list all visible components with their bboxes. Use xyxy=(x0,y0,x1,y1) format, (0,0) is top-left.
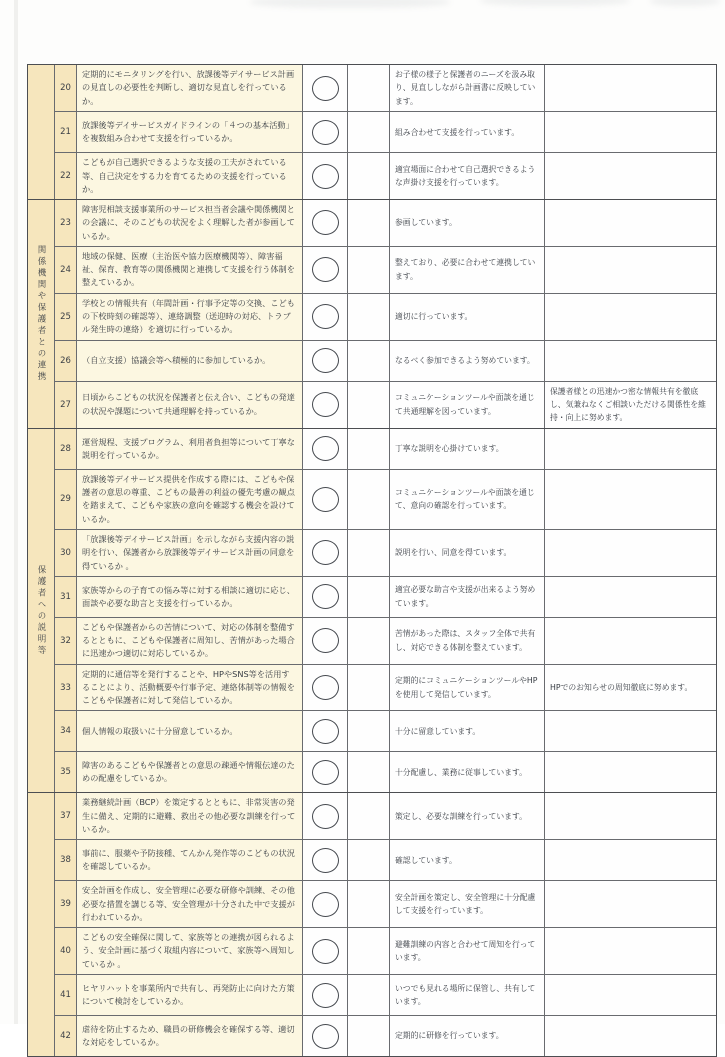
answer-text: 苦情があった際は、スタッフ全体で共有し、対応できる体制を整えています。 xyxy=(390,618,545,664)
note-text xyxy=(545,341,716,381)
table-row xyxy=(55,975,716,1016)
answer-text: なるべく参加できるよう努めています。 xyxy=(390,341,545,381)
question-text: 地域の保健、医療（主治医や協力医療機関等）、障害福祉、保育、教育等の関係機関と連携して支援を行う体制を整えているか。 xyxy=(77,247,303,293)
empty-cell xyxy=(348,65,390,111)
note-text xyxy=(545,577,716,617)
row-number: 34 xyxy=(55,711,77,751)
answer-text: 適切に行っています。 xyxy=(390,294,545,340)
question-text: 業務継続計画（BCP）を策定するとともに、非常災害の発生に備え、定期的に避難、救出その他必要な訓練を行っているか。 xyxy=(77,793,303,839)
empty-cell xyxy=(348,294,390,340)
circle-mark-icon xyxy=(312,628,339,653)
row-number: 42 xyxy=(55,1016,77,1056)
note-text xyxy=(545,711,716,751)
question-text: 日頃からこどもの状況を保護者と伝え合い、こどもの発達の状況や課題について共通理解を持っているか。 xyxy=(77,382,303,428)
question-text: こどもや保護者からの苦情について、対応の体制を整備するとともに、こどもや保護者に周知し、苦情があった場合に迅速かつ適切に対応しているか。 xyxy=(77,618,303,664)
circle-mark-icon xyxy=(312,1024,339,1049)
answer-text: 避難訓練の内容と合わせて周知を行っています。 xyxy=(390,928,545,974)
empty-cell xyxy=(348,153,390,199)
question-text: こどもの安全確保に関して、家族等との連携が図られるよう、安全計画に基づく取組内容について、家族等へ周知しているか 。 xyxy=(77,928,303,974)
evaluation-mark-cell xyxy=(303,112,348,152)
category-group xyxy=(28,429,716,794)
question-text: 家族等からの子育ての悩み等に対する相談に適切に応じ、面談や必要な助言と支援を行っているか。 xyxy=(77,577,303,617)
note-text xyxy=(545,840,716,880)
table-row xyxy=(55,752,716,792)
note-text xyxy=(545,752,716,792)
row-number: 39 xyxy=(55,881,77,927)
circle-mark-icon xyxy=(312,892,339,917)
evaluation-mark-cell xyxy=(303,711,348,751)
table-row xyxy=(55,840,716,881)
answer-text: 十分配慮し、業務に従事しています。 xyxy=(390,752,545,792)
answer-text: 組み合わせて支援を行っています。 xyxy=(390,112,545,152)
empty-cell xyxy=(348,382,390,428)
empty-cell xyxy=(348,975,390,1015)
table-row xyxy=(55,294,716,341)
table-row xyxy=(55,577,716,618)
row-number: 30 xyxy=(55,530,77,576)
question-text: こどもが自己選択できるような支援の工夫がされている等、自己決定をする力を育てるための支援を行っているか。 xyxy=(77,153,303,199)
answer-text: いつでも見れる場所に保管し、共有しています。 xyxy=(390,975,545,1015)
row-number: 28 xyxy=(55,429,77,469)
circle-mark-icon xyxy=(312,540,339,565)
empty-cell xyxy=(348,1016,390,1056)
self-evaluation-table xyxy=(27,64,717,1057)
question-text: 虐待を防止するため、職員の研修機会を確保する等、適切な対応をしているか。 xyxy=(77,1016,303,1056)
question-text: 定期的にモニタリングを行い、放課後等デイサービス計画の見直しの必要性を判断し、適切な見直しを行っているか。 xyxy=(77,65,303,111)
row-number: 41 xyxy=(55,975,77,1015)
table-row xyxy=(55,881,716,928)
evaluation-mark-cell xyxy=(303,530,348,576)
row-number: 21 xyxy=(55,112,77,152)
category-group xyxy=(28,793,716,1056)
empty-cell xyxy=(348,577,390,617)
circle-mark-icon xyxy=(312,675,339,700)
circle-mark-icon xyxy=(312,804,339,829)
row-number: 23 xyxy=(55,200,77,246)
row-number: 31 xyxy=(55,577,77,617)
row-number: 38 xyxy=(55,840,77,880)
group-rows xyxy=(55,429,716,793)
row-number: 35 xyxy=(55,752,77,792)
answer-text: 丁寧な説明を心掛けています。 xyxy=(390,429,545,469)
table-row xyxy=(55,928,716,975)
empty-cell xyxy=(348,618,390,664)
table-row xyxy=(55,247,716,294)
group-rows xyxy=(55,793,716,1056)
note-text xyxy=(545,1016,716,1056)
empty-cell xyxy=(348,470,390,529)
evaluation-mark-cell xyxy=(303,382,348,428)
note-text xyxy=(545,200,716,246)
row-number: 32 xyxy=(55,618,77,664)
circle-mark-icon xyxy=(312,76,339,101)
scan-artifact xyxy=(480,0,630,6)
table-row xyxy=(55,793,716,840)
category-label: 保護者への説明等 xyxy=(28,429,55,793)
circle-mark-icon xyxy=(312,487,339,512)
question-text: 定期的に通信等を発行することや、HPやSNS等を活用することにより、活動概要や行事予定、連絡体制等の情報をこどもや保護者に対して発信しているか。 xyxy=(77,665,303,711)
category-label: 関係機関や保護者との連携 xyxy=(28,200,55,428)
circle-mark-icon xyxy=(312,304,339,329)
question-text: 放課後等デイサービスガイドラインの「４つの基本活動」を複数組み合わせて支援を行っているか。 xyxy=(77,112,303,152)
evaluation-mark-cell xyxy=(303,928,348,974)
row-number: 22 xyxy=(55,153,77,199)
table-row xyxy=(55,530,716,577)
circle-mark-icon xyxy=(312,983,339,1008)
circle-mark-icon xyxy=(312,760,339,785)
row-number: 24 xyxy=(55,247,77,293)
table-row xyxy=(55,65,716,112)
row-number: 20 xyxy=(55,65,77,111)
evaluation-mark-cell xyxy=(303,975,348,1015)
row-number: 29 xyxy=(55,470,77,529)
table-row xyxy=(55,1016,716,1056)
category-group xyxy=(28,200,716,429)
evaluation-mark-cell xyxy=(303,200,348,246)
note-text: 保護者様との迅速かつ密な情報共有を徹底し、気兼ねなくご相談いただける関係性を維持・向上に努めます。 xyxy=(545,382,716,428)
circle-mark-icon xyxy=(312,348,339,373)
note-text xyxy=(545,65,716,111)
circle-mark-icon xyxy=(312,848,339,873)
answer-text: 策定し、必要な訓練を行っています。 xyxy=(390,793,545,839)
note-text xyxy=(545,975,716,1015)
empty-cell xyxy=(348,247,390,293)
table-row xyxy=(55,711,716,752)
row-number: 37 xyxy=(55,793,77,839)
empty-cell xyxy=(348,881,390,927)
note-text xyxy=(545,247,716,293)
question-text: 運営規程、支援プログラム、利用者負担等について丁寧な説明を行っているか。 xyxy=(77,429,303,469)
question-text: 学校との情報共有（年間計画・行事予定等の交換、こどもの下校時刻の確認等）、連絡調整（送迎時の対応、トラブル発生時の連絡）を適切に行っているか。 xyxy=(77,294,303,340)
empty-cell xyxy=(348,665,390,711)
category-label xyxy=(28,793,55,1056)
circle-mark-icon xyxy=(312,436,339,461)
evaluation-mark-cell xyxy=(303,793,348,839)
row-number: 33 xyxy=(55,665,77,711)
note-text xyxy=(545,618,716,664)
question-text: 障害児相談支援事業所のサービス担当者会議や関係機関との会議に、そのこどもの状況をよく理解した者が参画しているか。 xyxy=(77,200,303,246)
circle-mark-icon xyxy=(312,392,339,417)
row-number: 40 xyxy=(55,928,77,974)
answer-text: 適宜場面に合わせて自己選択できるような声掛け支援を行っています。 xyxy=(390,153,545,199)
question-text: 放課後等デイサービス提供を作成する際には、こどもや保護者の意思の尊重、こどもの最善の利益の優先考慮の観点を踏まえて、こどもや家族の意向を確認する機会を設けているか。 xyxy=(77,470,303,529)
answer-text: 十分に留意しています。 xyxy=(390,711,545,751)
row-number: 27 xyxy=(55,382,77,428)
note-text xyxy=(545,112,716,152)
note-text xyxy=(545,294,716,340)
circle-mark-icon xyxy=(312,257,339,282)
category-group xyxy=(28,65,716,200)
table-row xyxy=(55,470,716,530)
row-number: 26 xyxy=(55,341,77,381)
evaluation-mark-cell xyxy=(303,247,348,293)
note-text: HPでのお知らせの周知徹底に努めます。 xyxy=(545,665,716,711)
evaluation-mark-cell xyxy=(303,881,348,927)
question-text: ヒヤリハットを事業所内で共有し、再発防止に向けた方策について検討をしているか。 xyxy=(77,975,303,1015)
group-rows xyxy=(55,65,716,199)
empty-cell xyxy=(348,711,390,751)
evaluation-mark-cell xyxy=(303,840,348,880)
evaluation-mark-cell xyxy=(303,429,348,469)
circle-mark-icon xyxy=(312,164,339,189)
note-text xyxy=(545,153,716,199)
answer-text: 定期的に研修を行っています。 xyxy=(390,1016,545,1056)
scan-artifact xyxy=(250,0,450,8)
note-text xyxy=(545,429,716,469)
circle-mark-icon xyxy=(312,939,339,964)
scan-artifact xyxy=(650,0,720,6)
circle-mark-icon xyxy=(312,210,339,235)
empty-cell xyxy=(348,793,390,839)
evaluation-mark-cell xyxy=(303,341,348,381)
answer-text: 整えており、必要に合わせて連携しています。 xyxy=(390,247,545,293)
note-text xyxy=(545,928,716,974)
evaluation-mark-cell xyxy=(303,294,348,340)
question-text: 個人情報の取扱いに十分留意しているか。 xyxy=(77,711,303,751)
answer-text: お子様の様子と保護者のニーズを汲み取り、見直ししながら計画書に反映しています。 xyxy=(390,65,545,111)
empty-cell xyxy=(348,112,390,152)
empty-cell xyxy=(348,840,390,880)
category-label xyxy=(28,65,55,199)
answer-text: 適宜必要な助言や支援が出来るよう努めています。 xyxy=(390,577,545,617)
circle-mark-icon xyxy=(312,120,339,145)
empty-cell xyxy=(348,200,390,246)
evaluation-mark-cell xyxy=(303,470,348,529)
question-text: 安全計画を作成し、安全管理に必要な研修や訓練、その他必要な措置を講じる等、安全管理が十分された中で支援が行われているか。 xyxy=(77,881,303,927)
empty-cell xyxy=(348,429,390,469)
answer-text: コミュニケーションツールや面談を通じて共通理解を図っています。 xyxy=(390,382,545,428)
circle-mark-icon xyxy=(312,719,339,744)
note-text xyxy=(545,793,716,839)
evaluation-mark-cell xyxy=(303,752,348,792)
table-row xyxy=(55,341,716,382)
circle-mark-icon xyxy=(312,584,339,609)
evaluation-mark-cell xyxy=(303,577,348,617)
evaluation-mark-cell xyxy=(303,153,348,199)
table-row xyxy=(55,200,716,247)
answer-text: 安全計画を策定し、安全管理に十分配慮して支援を行っています。 xyxy=(390,881,545,927)
evaluation-mark-cell xyxy=(303,65,348,111)
empty-cell xyxy=(348,530,390,576)
scan-artifact xyxy=(14,0,18,1024)
answer-text: 定期的にコミュニケーションツールやHPを使用して発信しています。 xyxy=(390,665,545,711)
note-text xyxy=(545,470,716,529)
note-text xyxy=(545,881,716,927)
question-text: 障害のあるこどもや保護者との意思の疎通や情報伝達のための配慮をしているか。 xyxy=(77,752,303,792)
note-text xyxy=(545,530,716,576)
table-row xyxy=(55,665,716,712)
answer-text: 確認しています。 xyxy=(390,840,545,880)
answer-text: 説明を行い、同意を得ています。 xyxy=(390,530,545,576)
table-row xyxy=(55,618,716,665)
group-rows xyxy=(55,200,716,428)
evaluation-mark-cell xyxy=(303,665,348,711)
row-number: 25 xyxy=(55,294,77,340)
empty-cell xyxy=(348,752,390,792)
question-text: 「放課後等デイサービス計画」を示しながら支援内容の説明を行い、保護者から放課後等デイサービス計画の同意を得ているか 。 xyxy=(77,530,303,576)
table-row xyxy=(55,112,716,153)
table-row xyxy=(55,382,716,428)
answer-text: 参画しています。 xyxy=(390,200,545,246)
empty-cell xyxy=(348,341,390,381)
empty-cell xyxy=(348,928,390,974)
table-row xyxy=(55,429,716,470)
question-text: （自立支援）協議会等へ積極的に参加しているか。 xyxy=(77,341,303,381)
evaluation-mark-cell xyxy=(303,618,348,664)
answer-text: コミュニケーションツールや面談を通じて、意向の確認を行っています。 xyxy=(390,470,545,529)
table-row xyxy=(55,153,716,199)
evaluation-mark-cell xyxy=(303,1016,348,1056)
question-text: 事前に、服薬や予防接種、てんかん発作等のこどもの状況を確認しているか。 xyxy=(77,840,303,880)
